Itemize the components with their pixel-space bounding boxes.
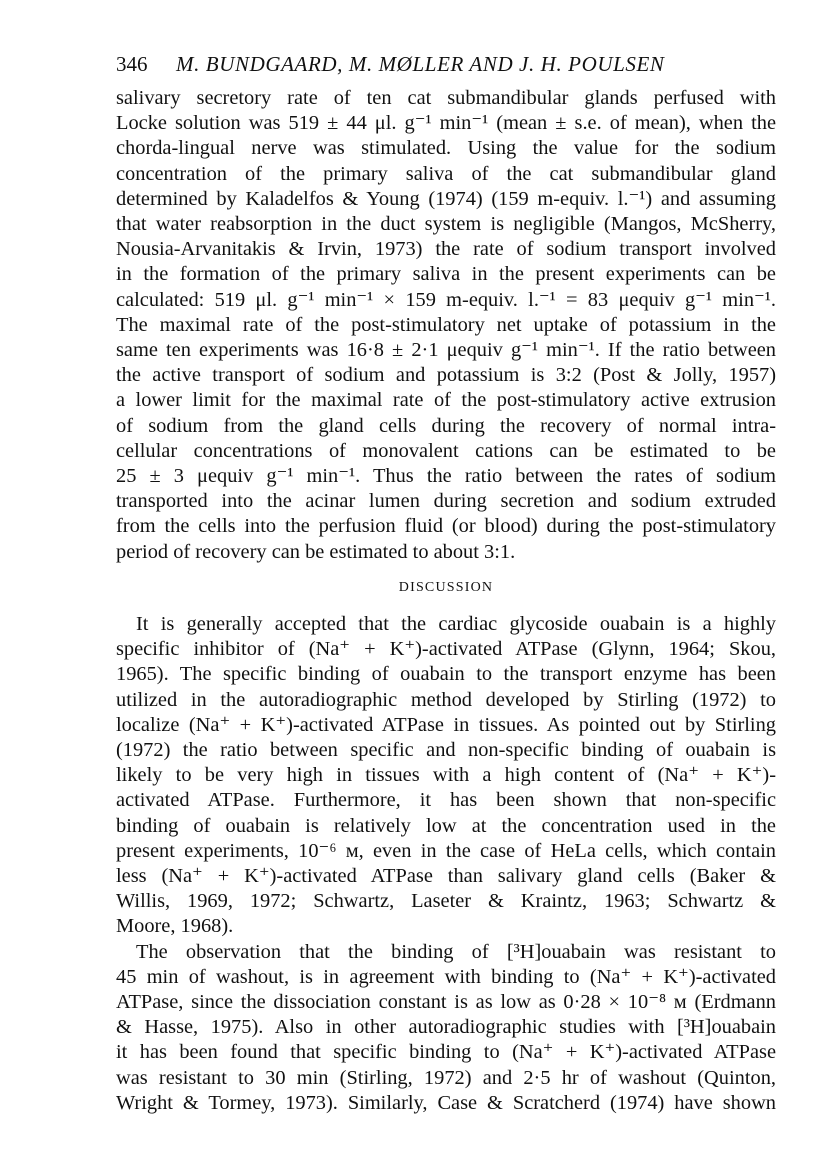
text-line: specific inhibitor of (Na⁺ + K⁺)-activated ATPase (Glynn, 1964; Skou, bbox=[116, 638, 776, 661]
page-number: 346 bbox=[116, 52, 148, 76]
text-line: Moore, 1968). bbox=[116, 915, 234, 938]
text-line: likely to be very high in tissues with a high content of (Na⁺ + K⁺)- bbox=[116, 764, 776, 787]
text-line: activated ATPase. Furthermore, it has been shown that non-specific bbox=[116, 789, 776, 812]
text-line: ATPase, since the dissociation constant is as low as 0·28 × 10⁻⁸ м (Erdmann bbox=[116, 991, 776, 1014]
text-line: a lower limit for the maximal rate of the post-stimulatory active extrusion bbox=[116, 389, 776, 412]
text-line: of sodium from the gland cells during the recovery of normal intra- bbox=[116, 414, 776, 437]
text-line: transported into the acinar lumen during secretion and sodium extruded bbox=[116, 490, 776, 513]
text-line: Wright & Tormey, 1973). Similarly, Case & Scratcherd (1974) have shown bbox=[116, 1091, 776, 1114]
text-line: concentration of the primary saliva of the cat submandibular gland bbox=[116, 162, 776, 185]
text-line: salivary secretory rate of ten cat submandibular glands perfused with bbox=[116, 87, 776, 109]
text-line: localize (Na⁺ + K⁺)-activated ATPase in tissues. As pointed out by Stirling bbox=[116, 713, 776, 736]
text-line: (1972) the ratio between specific and non-specific binding of ouabain is bbox=[116, 739, 776, 762]
text-line: same ten experiments was 16·8 ± 2·1 μequiv g⁻¹ min⁻¹. If the ratio between bbox=[116, 339, 776, 362]
paragraph-results bbox=[116, 86, 776, 565]
text-line: & Hasse, 1975). Also in other autoradiographic studies with [³H]ouabain bbox=[116, 1016, 776, 1039]
text-line: Locke solution was 519 ± 44 μl. g⁻¹ min⁻¹ (mean ± s.e. of mean), when the bbox=[116, 112, 776, 135]
text-line: 1965). The specific binding of ouabain to the transport enzyme has been bbox=[116, 663, 776, 686]
text-line: present experiments, 10⁻⁶ м, even in the case of HeLa cells, which contain bbox=[116, 839, 776, 862]
text-line: it has been found that specific binding to (Na⁺ + K⁺)-activated ATPase bbox=[116, 1041, 776, 1064]
text-line: Nousia-Arvanitakis & Irvin, 1973) the rate of sodium transport involved bbox=[116, 238, 776, 261]
body-text bbox=[116, 86, 776, 565]
text-line: from the cells into the perfusion fluid (or blood) during the post-stimulatory bbox=[116, 515, 776, 538]
text-line: The maximal rate of the post-stimulatory net uptake of potassium in the bbox=[116, 313, 776, 336]
section-heading: DISCUSSION bbox=[398, 580, 494, 595]
text-line: Willis, 1969, 1972; Schwartz, Laseter & Kraintz, 1963; Schwartz & bbox=[116, 890, 776, 913]
text-line: calculated: 519 μl. g⁻¹ min⁻¹ × 159 m-equiv. l.⁻¹ = 83 μequiv g⁻¹ min⁻¹. bbox=[116, 288, 776, 311]
text-line: period of recovery can be estimated to about 3:1. bbox=[116, 540, 516, 563]
text-line: that water reabsorption in the duct system is negligible (Mangos, McSherry, bbox=[116, 213, 776, 236]
text-line: It is generally accepted that the cardiac glycoside ouabain is a highly bbox=[136, 613, 776, 635]
running-header bbox=[116, 50, 756, 78]
text-line: binding of ouabain is relatively low at the concentration used in the bbox=[116, 814, 776, 837]
text-line: cellular concentrations of monovalent cations can be estimated to be bbox=[116, 439, 776, 462]
text-line: determined by Kaladelfos & Young (1974) (159 m-equiv. l.⁻¹) and assuming bbox=[116, 187, 776, 210]
text-line: chorda-lingual nerve was stimulated. Using the value for the sodium bbox=[116, 137, 776, 160]
text-line: less (Na⁺ + K⁺)-activated ATPase than salivary gland cells (Baker & bbox=[116, 865, 776, 888]
paragraph-discussion-2 bbox=[116, 940, 776, 1116]
text-line: in the formation of the primary saliva in the present experiments can be bbox=[116, 263, 776, 286]
text-line: the active transport of sodium and potassium is 3:2 (Post & Jolly, 1957) bbox=[116, 364, 776, 387]
authors-header: M. BUNDGAARD, M. MØLLER AND J. H. POULSEN bbox=[176, 52, 665, 76]
text-line: utilized in the autoradiographic method developed by Stirling (1972) to bbox=[116, 688, 776, 711]
text-line: 25 ± 3 μequiv g⁻¹ min⁻¹. Thus the ratio between the rates of sodium bbox=[116, 465, 776, 488]
text-line: 45 min of washout, is in agreement with binding to (Na⁺ + K⁺)-activated bbox=[116, 965, 776, 988]
discussion-body bbox=[116, 612, 776, 1116]
text-line: The observation that the binding of [³H]ouabain was resistant to bbox=[136, 940, 776, 963]
paragraph-discussion-1 bbox=[116, 612, 776, 940]
text-line: was resistant to 30 min (Stirling, 1972) and 2·5 hr of washout (Quinton, bbox=[116, 1066, 776, 1089]
